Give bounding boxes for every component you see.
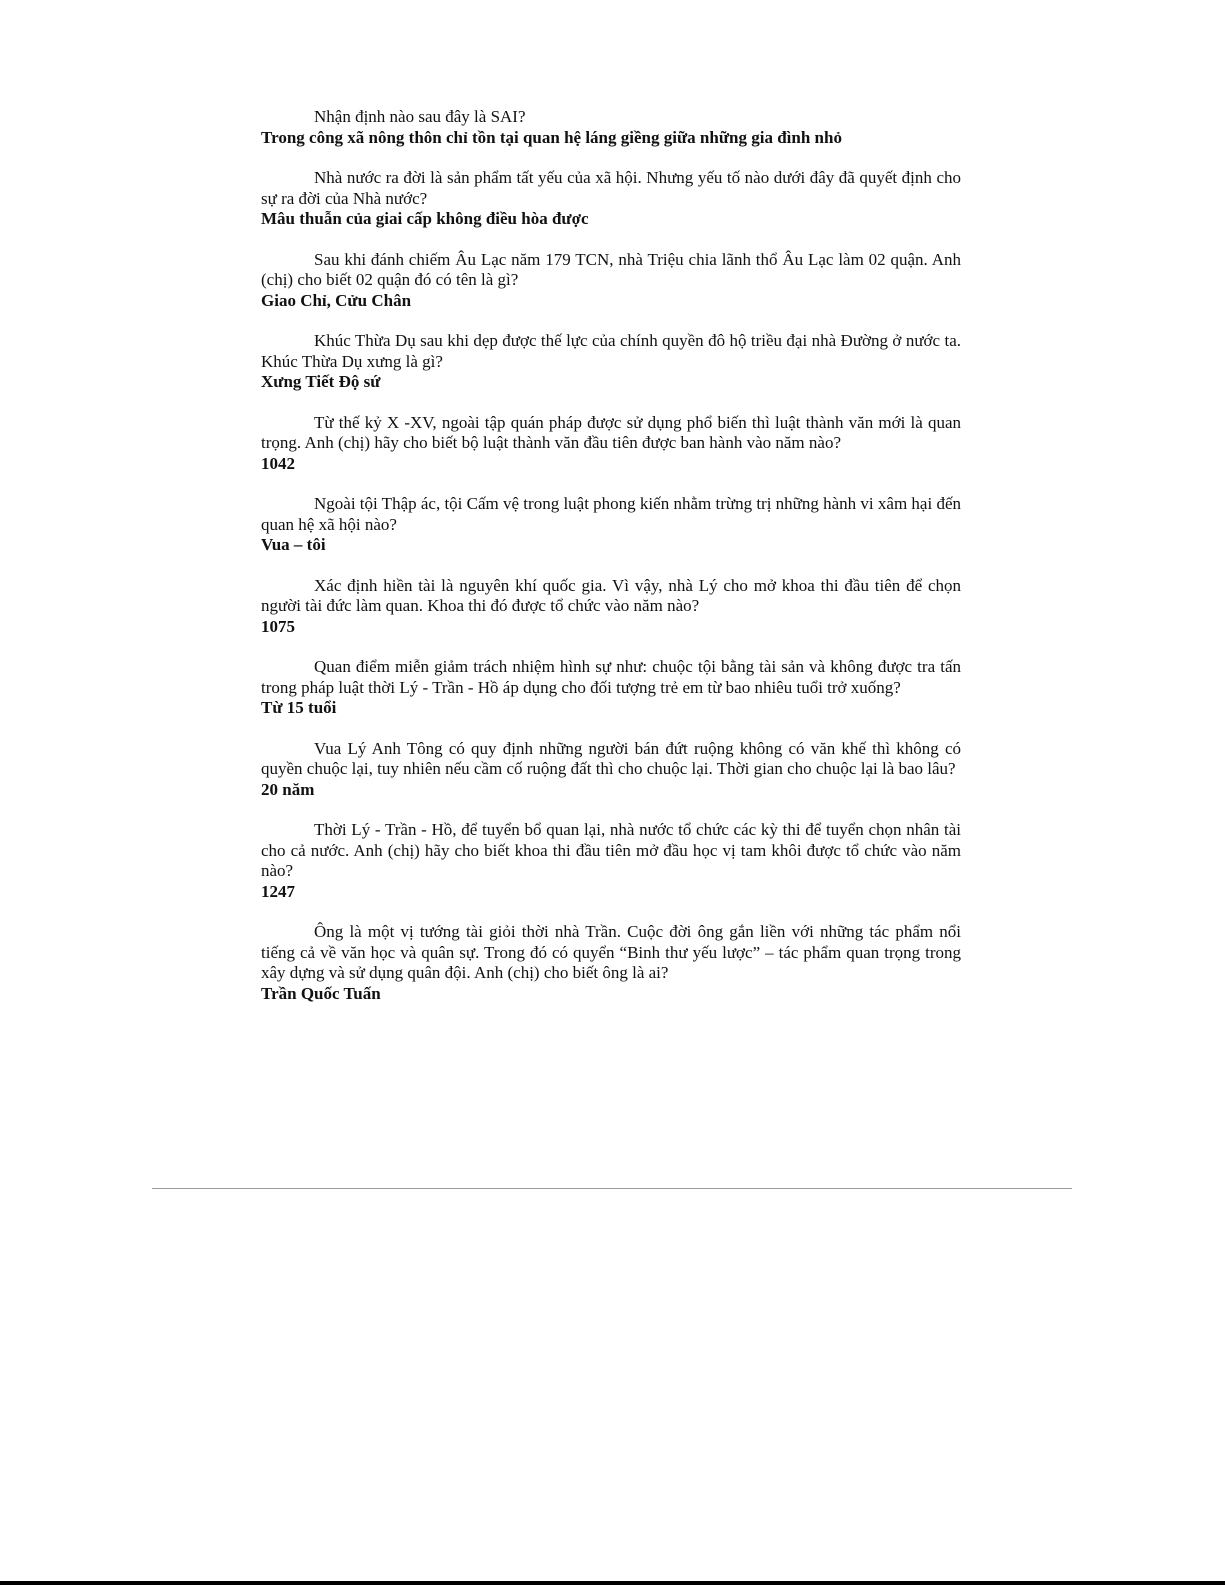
qa-item	[261, 168, 961, 230]
question-text: Nhà nước ra đời là sản phẩm tất yếu của xã hội. Nhưng yếu tố nào dưới đây đã quyết định cho sự ra đời của Nhà nước?	[261, 168, 961, 208]
question-text: Sau khi đánh chiếm Âu Lạc năm 179 TCN, nhà Triệu chia lãnh thổ Âu Lạc làm 02 quận. Anh (chị) cho biết 02 quận đó có tên là gì?	[261, 249, 961, 289]
question-text: Quan điểm miễn giảm trách nhiệm hình sự như: chuộc tội bằng tài sản và không được tra tấn trong pháp luật thời Lý - Trần - Hồ áp dụng cho đối tượng trẻ em từ bao nhiêu tuổi trở xuống?	[261, 657, 961, 697]
question-text: Thời Lý - Trần - Hồ, để tuyển bổ quan lại, nhà nước tổ chức các kỳ thi để tuyển chọn nhân tài cho cả nước. Anh (chị) hãy cho biết khoa thi đầu tiên mở đầu học vị tam khôi được tổ chức vào năm nào?	[261, 820, 961, 880]
qa-item	[261, 576, 961, 638]
question-text: Ngoài tội Thập ác, tội Cấm vệ trong luật phong kiến nhằm trừng trị những hành vi xâm hại đến quan hệ xã hội nào?	[261, 494, 961, 534]
answer-text: Giao Chỉ, Cửu Chân	[261, 290, 412, 310]
question-text: Khúc Thừa Dụ sau khi dẹp được thế lực của chính quyền đô hộ triều đại nhà Đường ở nước ta. Khúc Thừa Dụ xưng là gì?	[261, 331, 961, 371]
answer-text: 1075	[261, 616, 295, 636]
qa-item	[261, 922, 961, 1004]
answer-text: Xưng Tiết Độ sứ	[261, 372, 381, 391]
answer-text: Trong công xã nông thôn chỉ tồn tại quan hệ láng giềng giữa những gia đình nhỏ	[261, 127, 842, 147]
answer-text: Từ 15 tuổi	[261, 698, 337, 717]
answer-text: 1247	[261, 881, 295, 901]
question-text: Nhận định nào sau đây là SAI?	[314, 107, 526, 126]
answer-text: 1042	[261, 453, 295, 473]
page-divider	[152, 1188, 1072, 1189]
question-text: Từ thế kỷ X -XV, ngoài tập quán pháp được sử dụng phổ biến thì luật thành văn mới là quan trọng. Anh (chị) hãy cho biết bộ luật thành văn đầu tiên được ban hành vào năm nào?	[261, 412, 961, 452]
answer-text: Vua – tôi	[261, 535, 326, 554]
qa-item	[261, 107, 961, 148]
answer-text: 20 năm	[261, 779, 315, 799]
question-text: Vua Lý Anh Tông có quy định những người bán đứt ruộng không có văn khế thì không có quyền chuộc lại, tuy nhiên nếu cầm cố ruộng đất thì cho chuộc lại. Thời gian cho chuộc lại là bao lâu?	[261, 738, 961, 778]
qa-item	[261, 250, 961, 312]
qa-item	[261, 739, 961, 801]
answer-text: Trần Quốc Tuấn	[261, 983, 381, 1003]
bottom-edge-bar	[0, 1581, 1225, 1585]
qa-item	[261, 413, 961, 475]
question-text: Ông là một vị tướng tài giỏi thời nhà Trần. Cuộc đời ông gắn liền với những tác phẩm nổi tiếng cả về văn học và quân sự. Trong đó có quyển “Binh thư yếu lược” – tác phẩm quan trọng trong xây dựng và sử dụng quân đội. Anh (chị) cho biết ông là ai?	[261, 922, 961, 982]
question-text: Xác định hiền tài là nguyên khí quốc gia. Vì vậy, nhà Lý cho mở khoa thi đầu tiên để chọn người tài đức làm quan. Khoa thi đó được tổ chức vào năm nào?	[261, 575, 961, 615]
answer-text: Mâu thuẫn của giai cấp không điều hòa được	[261, 209, 589, 228]
document-page-content	[261, 107, 961, 1024]
qa-item	[261, 494, 961, 556]
qa-item	[261, 820, 961, 902]
qa-item	[261, 331, 961, 393]
qa-item	[261, 657, 961, 719]
